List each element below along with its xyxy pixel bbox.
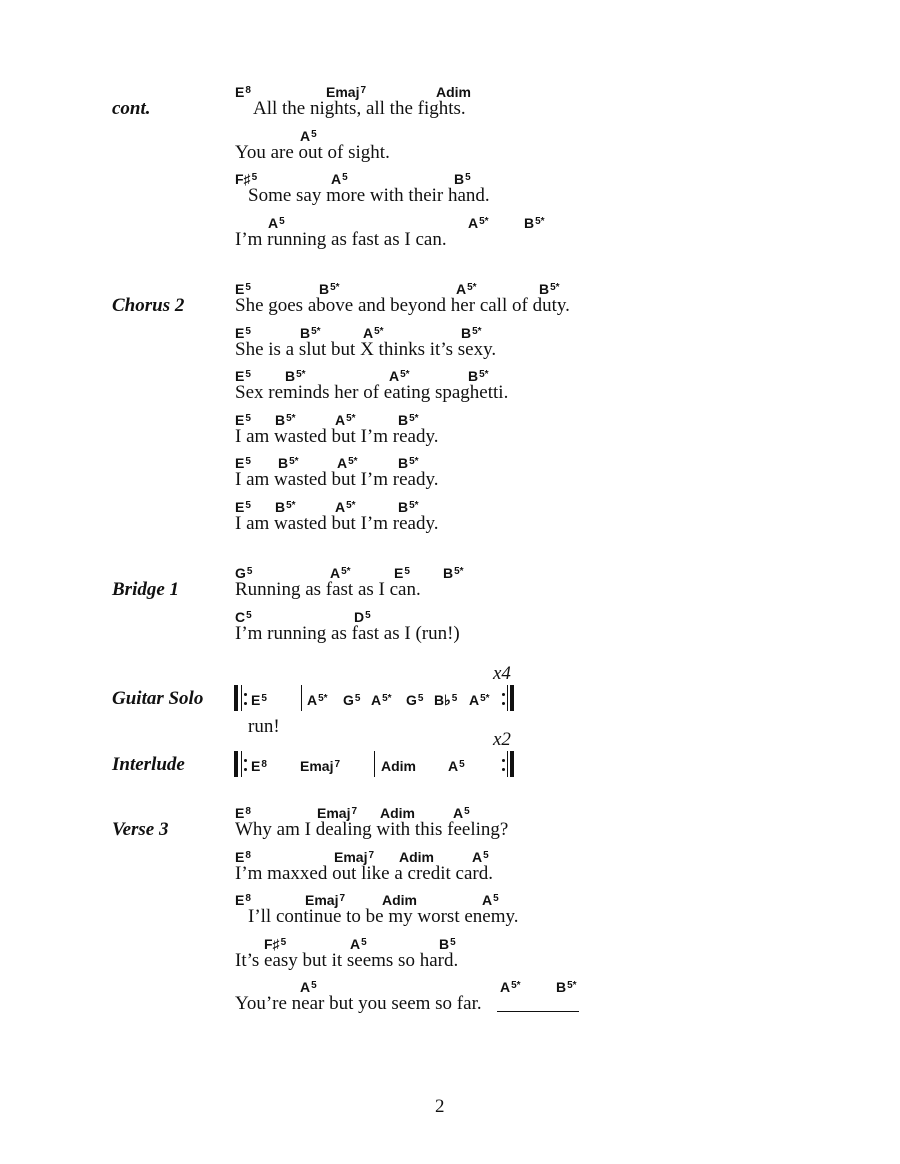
lyric-line: Running as fast as I can. [235, 579, 421, 600]
repeat-end-bar [510, 685, 514, 711]
chord: $G^5$ [343, 692, 361, 708]
chord: $A^{5*}$ [330, 565, 351, 581]
chord: $E^5$ [251, 692, 267, 708]
section-label-cont: cont. [112, 98, 151, 119]
repeat-start-bar [234, 751, 238, 777]
chord: $A^5$ [453, 805, 470, 821]
chord: $B^{5*}$ [443, 565, 464, 581]
chord: $B^{5*}$ [398, 455, 419, 471]
lyric-line: I am wasted but I’m ready. [235, 426, 439, 447]
chord: $A^{5*}$ [371, 692, 392, 708]
chord: $B^{5*}$ [275, 412, 296, 428]
chord: $A^5$ [300, 128, 317, 144]
chord: $C^5$ [235, 609, 252, 625]
chord: $A^{5*}$ [335, 499, 356, 515]
lyric-line: She is a slut but X thinks it’s sexy. [235, 339, 497, 360]
chord: $A^5$ [472, 849, 489, 865]
lyric-line: Sex reminds her of eating spaghetti. [235, 382, 509, 403]
lyric-line: Why am I dealing with this feeling? [235, 819, 509, 840]
chord: Emaj$^7$ [305, 892, 346, 908]
chord: $B^{5*}$ [556, 979, 577, 995]
lyric-line: I’m running as fast as I (run!) [235, 623, 460, 644]
chord: $B^5$ [439, 936, 456, 952]
repeat-count: x4 [493, 663, 511, 684]
chord: $A^5$ [331, 171, 348, 187]
chord: $G^5$ [235, 565, 253, 581]
chord: $A^{5*}$ [389, 368, 410, 384]
chord: $A^{5*}$ [456, 281, 477, 297]
chord: $A^5$ [482, 892, 499, 908]
repeat-dot [502, 759, 505, 762]
chord: Emaj$^7$ [326, 84, 367, 100]
chord: $E^8$ [235, 84, 251, 100]
chord: $B^{5*}$ [468, 368, 489, 384]
chord: $E^8$ [235, 805, 251, 821]
chord: Adim [381, 758, 416, 774]
chord: $A^{5*}$ [468, 215, 489, 231]
section-label-guitar-solo: Guitar Solo [112, 688, 204, 709]
lyric-line: I am wasted but I’m ready. [235, 513, 439, 534]
chord: $A^{5*}$ [307, 692, 328, 708]
repeat-count: x2 [493, 729, 511, 750]
lyric-line: All the nights, all the fights. [253, 98, 466, 119]
lyric-line: Some say more with their hand. [248, 185, 490, 206]
hold-line [497, 1011, 579, 1012]
chord: $B^{5*}$ [398, 499, 419, 515]
chord: Emaj$^7$ [300, 758, 341, 774]
barline [241, 751, 242, 777]
section-label-chorus-2: Chorus 2 [112, 295, 185, 316]
chord: $B^{5*}$ [319, 281, 340, 297]
repeat-dot [244, 693, 247, 696]
chord: $D^5$ [354, 609, 371, 625]
chord: $E^8$ [235, 892, 251, 908]
chord: $E^5$ [235, 325, 251, 341]
chord: B♭$^5$ [434, 692, 458, 708]
chord: $E^5$ [235, 455, 251, 471]
repeat-dot [244, 759, 247, 762]
lyric-line: I am wasted but I’m ready. [235, 469, 439, 490]
chord: $E^5$ [394, 565, 410, 581]
lyric-line: She goes above and beyond her call of duty. [235, 295, 570, 316]
section-label-interlude: Interlude [112, 754, 185, 775]
chord: $A^5$ [350, 936, 367, 952]
chord: F♯$^5$ [264, 936, 287, 952]
page-number: 2 [435, 1096, 445, 1117]
barline [241, 685, 242, 711]
chord: $B^{5*}$ [278, 455, 299, 471]
chord: $B^{5*}$ [524, 215, 545, 231]
lyric-line: You’re near but you seem so far. [235, 993, 482, 1014]
chord: Emaj$^7$ [317, 805, 358, 821]
chord: F♯$^5$ [235, 171, 258, 187]
chord: Adim [436, 84, 471, 100]
lyric-line: I’m running as fast as I can. [235, 229, 447, 250]
chord: $B^{5*}$ [275, 499, 296, 515]
chord: $E^5$ [235, 368, 251, 384]
repeat-dot [502, 768, 505, 771]
repeat-start-bar [234, 685, 238, 711]
chord: Adim [399, 849, 434, 865]
barline [507, 685, 508, 711]
repeat-dot [244, 702, 247, 705]
section-label-bridge-1: Bridge 1 [112, 579, 180, 600]
barline [374, 751, 375, 777]
chord: $A^{5*}$ [500, 979, 521, 995]
chord: $G^5$ [406, 692, 424, 708]
chord: Adim [382, 892, 417, 908]
chord: $B^{5*}$ [461, 325, 482, 341]
chord: $A^{5*}$ [337, 455, 358, 471]
section-label-verse-3: Verse 3 [112, 819, 169, 840]
chord: $A^{5*}$ [335, 412, 356, 428]
chord: Adim [380, 805, 415, 821]
chord: $B^{5*}$ [398, 412, 419, 428]
chord: $E^5$ [235, 499, 251, 515]
chord: $A^5$ [300, 979, 317, 995]
repeat-dot [502, 702, 505, 705]
lyric-line: You are out of sight. [235, 142, 390, 163]
chord: $A^5$ [448, 758, 465, 774]
chord: $B^{5*}$ [285, 368, 306, 384]
lyric-line: I’ll continue to be my worst enemy. [248, 906, 519, 927]
repeat-dot [244, 768, 247, 771]
repeat-dot [502, 693, 505, 696]
chord: $A^{5*}$ [363, 325, 384, 341]
chord: $E^8$ [251, 758, 267, 774]
lyric-note: run! [248, 716, 280, 737]
barline [301, 685, 302, 711]
repeat-end-bar [510, 751, 514, 777]
chord: $B^{5*}$ [539, 281, 560, 297]
chord: $E^8$ [235, 849, 251, 865]
chord: $A^5$ [268, 215, 285, 231]
barline [507, 751, 508, 777]
lyric-line: I’m maxxed out like a credit card. [235, 863, 493, 884]
lyric-line: It’s easy but it seems so hard. [235, 950, 459, 971]
chord: Emaj$^7$ [334, 849, 375, 865]
chord: $B^5$ [454, 171, 471, 187]
chord: $A^{5*}$ [469, 692, 490, 708]
chord: $E^5$ [235, 281, 251, 297]
chord: $E^5$ [235, 412, 251, 428]
chord: $B^{5*}$ [300, 325, 321, 341]
